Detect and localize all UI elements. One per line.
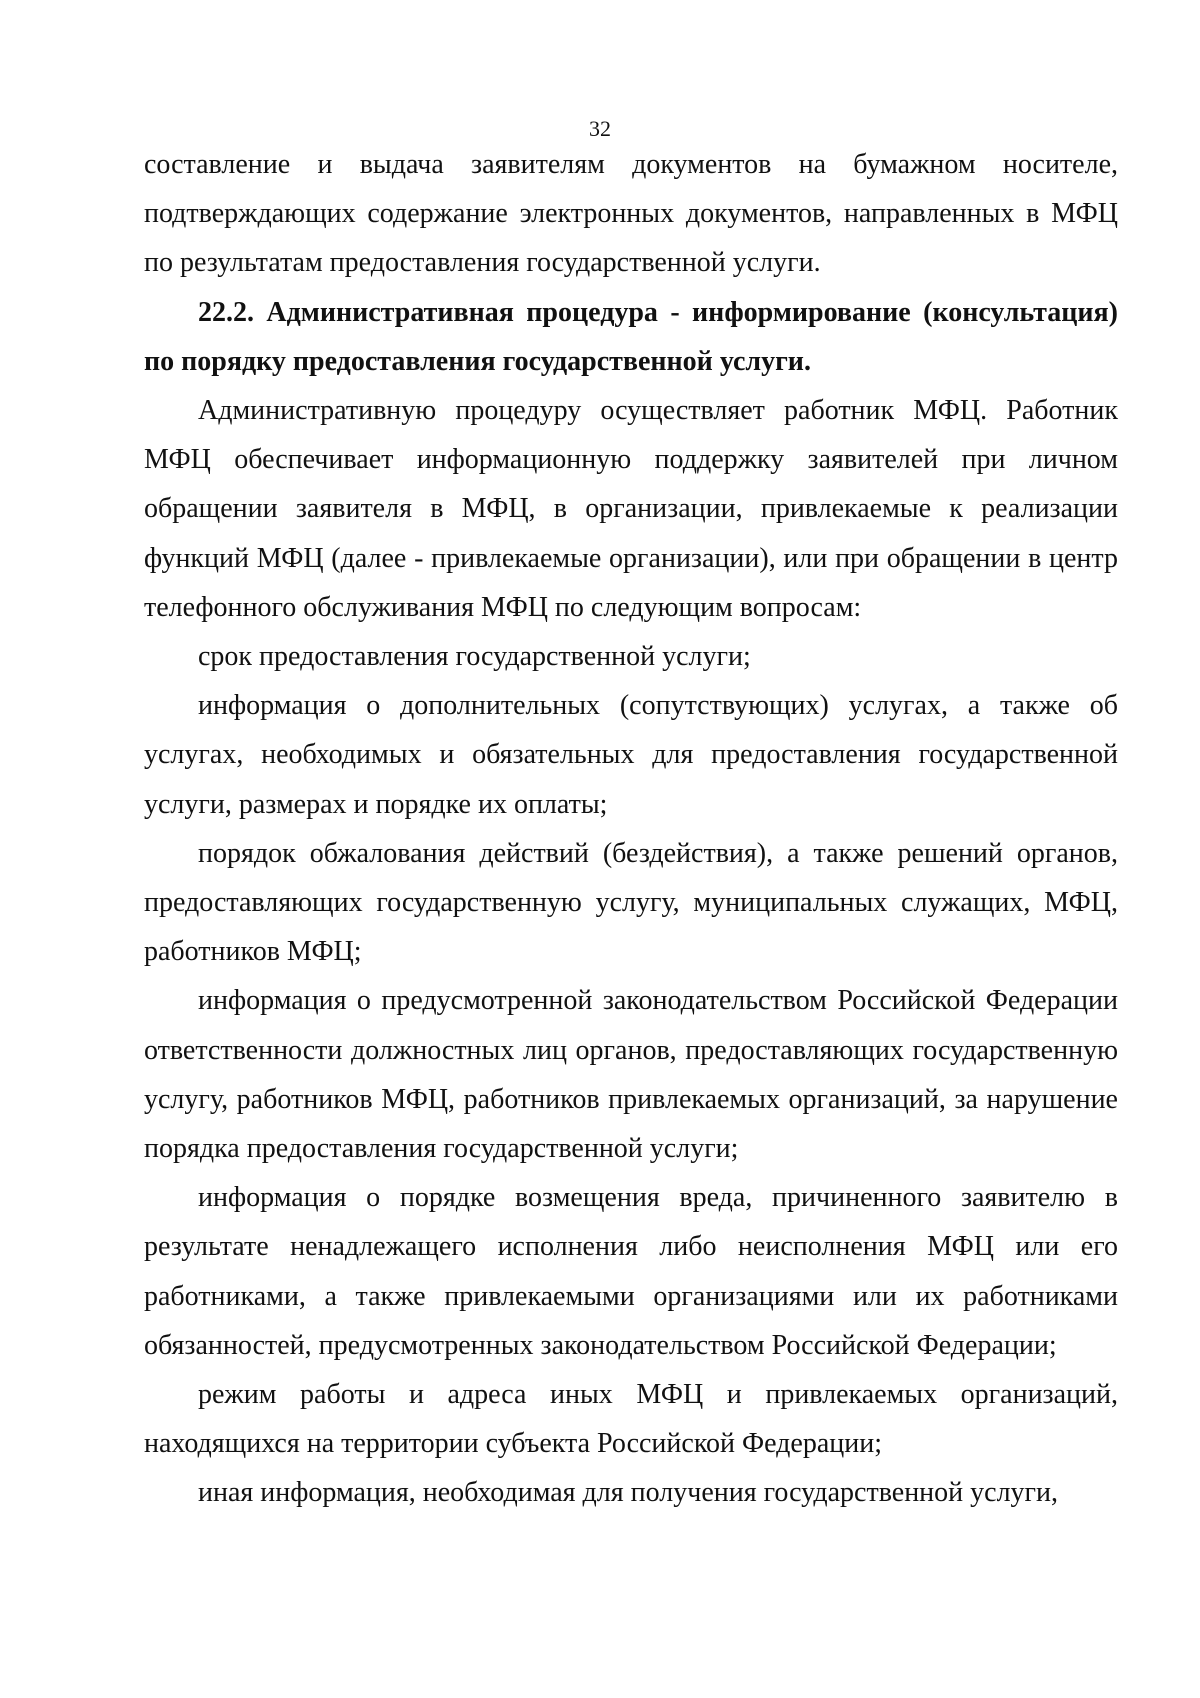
list-item-additional-services: информация о дополнительных (сопутствующих) услугах, а также об услугах, необходимых и обязательных для предоставления государственной услуги, размерах и порядке их оплаты;	[144, 690, 1118, 820]
document-body	[144, 140, 1118, 1518]
list-item-working-hours-addresses: режим работы и адреса иных МФЦ и привлекаемых организаций, находящихся на территории субъекта Российской Федерации;	[144, 1379, 1118, 1460]
list-item-appeal-procedure: порядок обжалования действий (бездействия), а также решений органов, предоставляющих государственную услугу, муниципальных служащих, МФЦ, работников МФЦ;	[144, 837, 1118, 968]
paragraph-mfc-worker-procedure: Административную процедуру осуществляет работник МФЦ. Работник МФЦ обеспечивает информационную поддержку заявителей при личном обращении заявителя в МФЦ, в организации, привлекаемые к реализации функций МФЦ (далее - привлекаемые организации), или при обращении в центр телефонного обслуживания МФЦ по следующим вопросам:	[144, 395, 1118, 623]
section-heading-22-2: 22.2. Административная процедура - информирование (консультация) по порядку предоставления государственной услуги.	[144, 296, 1118, 377]
paragraph-mfc-documents-issuance: составление и выдача заявителям документов на бумажном носителе, подтверждающих содержание электронных документов, направленных в МФЦ по результатам предоставления государственной услуги.	[144, 149, 1118, 279]
page-number: 32	[589, 116, 611, 141]
list-item-damage-compensation: информация о порядке возмещения вреда, причиненного заявителю в результате ненадлежащего исполнения либо неисполнения МФЦ или его работниками, а также привлекаемыми организациями или их работниками обязанностей, предусмотренных законодательством Российской Федерации;	[144, 1182, 1118, 1361]
list-item-other-information: иная информация, необходимая для получения государственной услуги,	[198, 1477, 1059, 1509]
list-item-service-term: срок предоставления государственной услуги;	[198, 641, 751, 673]
list-item-officials-responsibility: информация о предусмотренной законодательством Российской Федерации ответственности должностных лиц органов, предоставляющих государственную услугу, работников МФЦ, работников привлекаемых организаций, за нарушение порядка предоставления государственной услуги;	[144, 985, 1118, 1165]
